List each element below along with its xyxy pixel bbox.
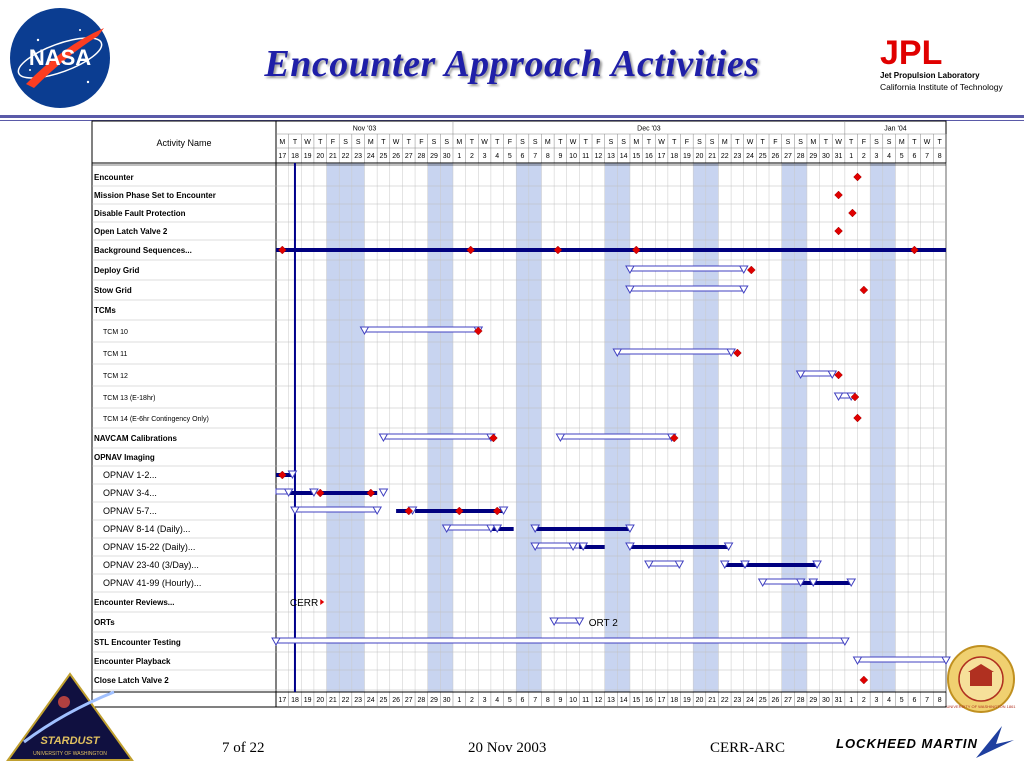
day-label: 18: [670, 153, 679, 160]
day-label: 2: [469, 153, 474, 160]
activity-name: Encounter: [94, 173, 134, 182]
weekday-label: W: [658, 139, 665, 146]
slide-date: 20 Nov 2003: [468, 740, 547, 756]
footer-day-label: 26: [392, 697, 400, 704]
footer-day-label: 6: [520, 697, 525, 704]
footer-day-label: 19: [303, 697, 312, 704]
task-bar: [801, 581, 852, 585]
weekday-label: F: [773, 139, 778, 146]
activity-name: OPNAV 15-22 (Daily)...: [103, 542, 196, 552]
day-label: 27: [784, 153, 792, 160]
day-label: 31: [834, 153, 843, 160]
footer-day-label: 23: [733, 697, 742, 704]
footer-day-label: 5: [507, 697, 512, 704]
footer-day-label: 7: [925, 697, 929, 704]
weekend-band: [428, 163, 441, 692]
task-bar: [744, 563, 817, 567]
day-label: 30: [822, 153, 830, 160]
day-label: 8: [937, 153, 942, 160]
activity-name: Background Sequences...: [94, 246, 192, 255]
task-bar-outline: [383, 434, 490, 439]
activity-name: TCM 12: [103, 373, 128, 380]
svg-text:NASA: NASA: [28, 45, 92, 70]
weekend-band: [883, 163, 896, 692]
weekday-label: T: [318, 139, 323, 146]
day-label: 3: [874, 153, 879, 160]
day-label: 22: [341, 153, 350, 160]
jpl-institute: California Institute of Technology: [880, 82, 1003, 92]
weekday-label: S: [798, 139, 803, 146]
day-label: 7: [533, 153, 538, 160]
footer-day-label: 22: [341, 697, 350, 704]
day-label: 17: [278, 153, 287, 160]
day-label: 12: [594, 153, 603, 160]
weekday-label: W: [481, 139, 488, 146]
weekday-label: T: [406, 139, 411, 146]
page-number: 7 of 22: [222, 740, 265, 756]
footer-day-label: 9: [558, 697, 563, 704]
activity-name: ORTs: [94, 618, 115, 627]
day-label: 3: [482, 153, 487, 160]
task-bar-outline: [560, 434, 671, 439]
activity-name-header: Activity Name: [156, 138, 212, 148]
day-label: 21: [328, 153, 337, 160]
task-bar-outline: [276, 638, 845, 643]
day-label: 5: [899, 153, 904, 160]
weekday-label: S: [355, 139, 361, 146]
task-bar: [276, 248, 946, 252]
task-bar: [289, 491, 314, 495]
footer-day-label: 1: [457, 697, 462, 704]
weekend-band: [782, 163, 795, 692]
month-label: Dec '03: [637, 125, 661, 133]
weekday-label: S: [532, 139, 538, 146]
footer-day-label: 13: [607, 697, 615, 704]
activity-name: TCMs: [94, 306, 116, 315]
day-label: 21: [708, 153, 717, 160]
footer-day-label: 25: [379, 697, 388, 704]
day-label: 4: [887, 153, 892, 160]
weekday-label: S: [431, 139, 437, 146]
weekday-label: F: [507, 139, 513, 146]
task-bar-outline: [617, 349, 731, 354]
day-label: 25: [379, 153, 388, 160]
footer-day-label: 27: [404, 697, 413, 704]
day-label: 9: [558, 153, 563, 160]
weekday-label: W: [746, 139, 754, 146]
weekday-label: T: [495, 139, 500, 146]
activity-name: TCM 11: [103, 351, 128, 358]
footer-day-label: 29: [430, 697, 438, 704]
footer-day-label: 28: [796, 697, 805, 704]
weekday-label: W: [569, 139, 577, 146]
day-label: 13: [607, 153, 615, 160]
activity-name: NAVCAM Calibrations: [94, 434, 177, 443]
activity-name: TCM 10: [103, 329, 128, 336]
footer-day-label: 21: [328, 697, 337, 704]
activity-name: OPNAV 41-99 (Hourly)...: [103, 578, 202, 588]
weekday-label: W: [392, 139, 400, 146]
weekend-band: [605, 163, 618, 692]
day-label: 19: [303, 153, 312, 160]
footer-day-label: 3: [874, 697, 879, 704]
activity-name: OPNAV 3-4...: [103, 488, 157, 498]
weekday-label: M: [810, 139, 817, 146]
activity-name: TCM 14 (E-6hr Contingency Only): [103, 416, 209, 423]
weekday-label: W: [835, 139, 842, 146]
activity-name: Close Latch Valve 2: [94, 676, 169, 685]
footer-day-label: 19: [682, 697, 691, 704]
day-label: 28: [796, 153, 805, 160]
task-bar: [630, 545, 729, 549]
activity-name: Encounter Playback: [94, 657, 171, 666]
weekday-label: T: [849, 139, 854, 146]
day-label: 16: [645, 153, 653, 160]
day-label: 29: [809, 153, 818, 160]
day-label: 4: [495, 153, 500, 160]
footer-day-label: 27: [784, 697, 792, 704]
weekend-band: [529, 163, 542, 692]
weekday-label: M: [633, 139, 640, 146]
svg-text:JPL: JPL: [880, 34, 943, 72]
lockheed-martin-logo: [836, 722, 1016, 762]
weekend-band: [352, 163, 365, 692]
day-label: 30: [442, 153, 451, 160]
weekend-band: [706, 163, 719, 692]
task-bar-outline: [447, 525, 491, 530]
activity-name: Mission Phase Set to Encounter: [94, 191, 216, 200]
footer-day-label: 6: [912, 697, 917, 704]
weekday-label: S: [444, 139, 449, 146]
task-bar-outline: [763, 579, 801, 584]
weekday-label: M: [279, 139, 286, 146]
task-bar-outline: [364, 327, 478, 332]
day-label: 19: [682, 153, 691, 160]
task-bar-outline: [295, 507, 377, 512]
day-label: 1: [849, 153, 854, 160]
footer-day-label: 23: [354, 697, 363, 704]
activity-name: TCM 13 (E-18hr): [103, 395, 156, 402]
slide-title: Encounter Approach Activities: [264, 43, 760, 85]
day-label: 24: [746, 153, 754, 160]
weekend-band: [440, 163, 453, 692]
slide-org: CERR-ARC: [710, 740, 786, 756]
activity-name: OPNAV 5-7...: [103, 506, 157, 516]
weekday-label: M: [456, 139, 463, 146]
month-label: Jan '04: [884, 125, 907, 133]
task-bar-outline: [801, 371, 833, 376]
weekday-label: S: [874, 139, 879, 146]
task-bar-outline: [858, 657, 946, 662]
weekday-label: S: [785, 139, 791, 146]
day-label: 29: [430, 153, 438, 160]
activity-name: OPNAV 8-14 (Daily)...: [103, 524, 191, 534]
day-label: 7: [925, 153, 929, 160]
footer-day-label: 29: [809, 697, 818, 704]
activity-name: Open Latch Valve 2: [94, 227, 168, 236]
footer-day-label: 17: [657, 697, 666, 704]
footer-day-label: 20: [316, 697, 325, 704]
uw-seal-logo: [946, 644, 1016, 714]
bar-label: ORT 2: [588, 618, 618, 629]
weekend-band: [693, 163, 706, 692]
day-label: 6: [912, 153, 917, 160]
weekday-label: S: [343, 139, 348, 146]
weekend-band: [617, 163, 630, 692]
footer-day-label: 7: [533, 697, 538, 704]
footer-day-label: 15: [632, 697, 641, 704]
day-label: 10: [569, 153, 577, 160]
weekday-label: S: [520, 139, 525, 146]
footer-day-label: 24: [746, 697, 754, 704]
weekday-label: T: [912, 139, 917, 146]
day-label: 6: [520, 153, 525, 160]
weekend-band: [339, 163, 352, 692]
day-label: 26: [771, 153, 780, 160]
day-label: 23: [733, 153, 742, 160]
weekday-label: T: [646, 139, 652, 146]
day-label: 17: [657, 153, 666, 160]
footer-day-label: 8: [545, 697, 550, 704]
day-label: 28: [417, 153, 426, 160]
day-label: 26: [392, 153, 400, 160]
activity-name: OPNAV 23-40 (3/Day)...: [103, 560, 199, 570]
footer-day-label: 25: [758, 697, 767, 704]
weekday-label: T: [823, 139, 829, 146]
activity-name: Encounter Reviews...: [94, 598, 175, 607]
activity-name: OPNAV 1-2...: [103, 470, 157, 480]
day-label: 1: [457, 153, 462, 160]
footer-day-label: 21: [708, 697, 717, 704]
weekday-label: T: [760, 139, 765, 146]
weekday-label: M: [367, 139, 374, 146]
footer-day-label: 5: [899, 697, 904, 704]
day-label: 22: [720, 153, 729, 160]
task-bar-outline: [630, 266, 744, 271]
footer-day-label: 30: [442, 697, 451, 704]
weekday-label: T: [735, 139, 740, 146]
weekday-label: T: [583, 139, 588, 146]
footer-day-label: 30: [822, 697, 830, 704]
footer-day-label: 11: [582, 697, 590, 704]
footer-day-label: 2: [469, 697, 474, 704]
footer-day-label: 17: [278, 697, 287, 704]
jpl-name: Jet Propulsion Laboratory: [880, 71, 980, 80]
weekday-label: F: [684, 139, 689, 146]
footer-day-label: 26: [771, 697, 780, 704]
weekday-label: S: [886, 139, 892, 146]
weekday-label: M: [898, 139, 905, 146]
footer-day-label: 31: [834, 697, 843, 704]
footer-day-label: 18: [291, 697, 299, 704]
day-label: 27: [404, 153, 413, 160]
weekday-label: W: [304, 139, 311, 146]
activity-name: STL Encounter Testing: [94, 638, 181, 647]
day-label: 14: [619, 153, 628, 160]
weekday-label: M: [721, 139, 728, 146]
weekday-label: T: [558, 139, 563, 146]
day-label: 18: [291, 153, 299, 160]
day-label: 11: [582, 153, 590, 160]
footer-day-label: 2: [861, 697, 866, 704]
stardust-logo: [4, 672, 136, 764]
day-label: 2: [861, 153, 866, 160]
day-label: 25: [758, 153, 767, 160]
weekday-label: T: [672, 139, 677, 146]
month-label: Nov '03: [352, 125, 377, 133]
bar-label: CERR: [289, 598, 319, 609]
day-label: 15: [632, 153, 641, 160]
weekday-label: S: [621, 139, 626, 146]
footer-day-label: 14: [619, 697, 628, 704]
svg-text:UNIVERSITY OF WASHINGTON: UNIVERSITY OF WASHINGTON: [33, 751, 107, 757]
day-label: 23: [354, 153, 363, 160]
day-label: 5: [507, 153, 512, 160]
activity-name: Stow Grid: [94, 286, 132, 295]
weekday-label: W: [923, 139, 931, 146]
footer-day-label: 4: [887, 697, 892, 704]
footer-day-label: 20: [695, 697, 704, 704]
footer-day-label: 28: [417, 697, 426, 704]
weekday-label: M: [544, 139, 551, 146]
weekend-band: [516, 163, 529, 692]
footer-day-label: 10: [569, 697, 577, 704]
footer-day-label: 18: [670, 697, 679, 704]
svg-text:STARDUST: STARDUST: [40, 735, 100, 747]
weekday-label: T: [381, 139, 386, 146]
svg-text:LOCKHEED MARTIN: LOCKHEED MARTIN: [836, 736, 978, 751]
weekend-band: [327, 163, 340, 692]
weekend-band: [794, 163, 807, 692]
footer-day-label: 16: [645, 697, 653, 704]
task-bar-outline: [630, 286, 744, 291]
activity-name: Disable Fault Protection: [94, 209, 186, 218]
footer-day-label: 24: [366, 697, 375, 704]
weekday-label: T: [292, 139, 298, 146]
task-bar: [535, 527, 630, 531]
weekday-label: F: [861, 139, 866, 146]
footer-day-label: 1: [849, 697, 854, 704]
weekday-label: T: [937, 139, 942, 146]
footer-day-label: 22: [720, 697, 729, 704]
footer-day-label: 4: [495, 697, 500, 704]
weekday-label: S: [709, 139, 715, 146]
svg-text:UNIVERSITY OF WASHINGTON 1861: UNIVERSITY OF WASHINGTON 1861: [946, 704, 1016, 709]
weekday-label: F: [596, 139, 601, 146]
activity-name: Deploy Grid: [94, 266, 140, 275]
weekday-label: T: [469, 139, 475, 146]
activity-name: OPNAV Imaging: [94, 453, 155, 462]
footer-day-label: 12: [594, 697, 603, 704]
weekend-band: [870, 163, 883, 692]
footer-day-label: 8: [937, 697, 942, 704]
day-label: 20: [695, 153, 704, 160]
day-label: 24: [366, 153, 375, 160]
weekday-label: S: [697, 139, 702, 146]
weekday-label: F: [330, 139, 336, 146]
day-label: 20: [316, 153, 325, 160]
footer-day-label: 3: [482, 697, 487, 704]
weekday-label: S: [608, 139, 614, 146]
weekday-label: F: [419, 139, 424, 146]
day-label: 8: [545, 153, 550, 160]
